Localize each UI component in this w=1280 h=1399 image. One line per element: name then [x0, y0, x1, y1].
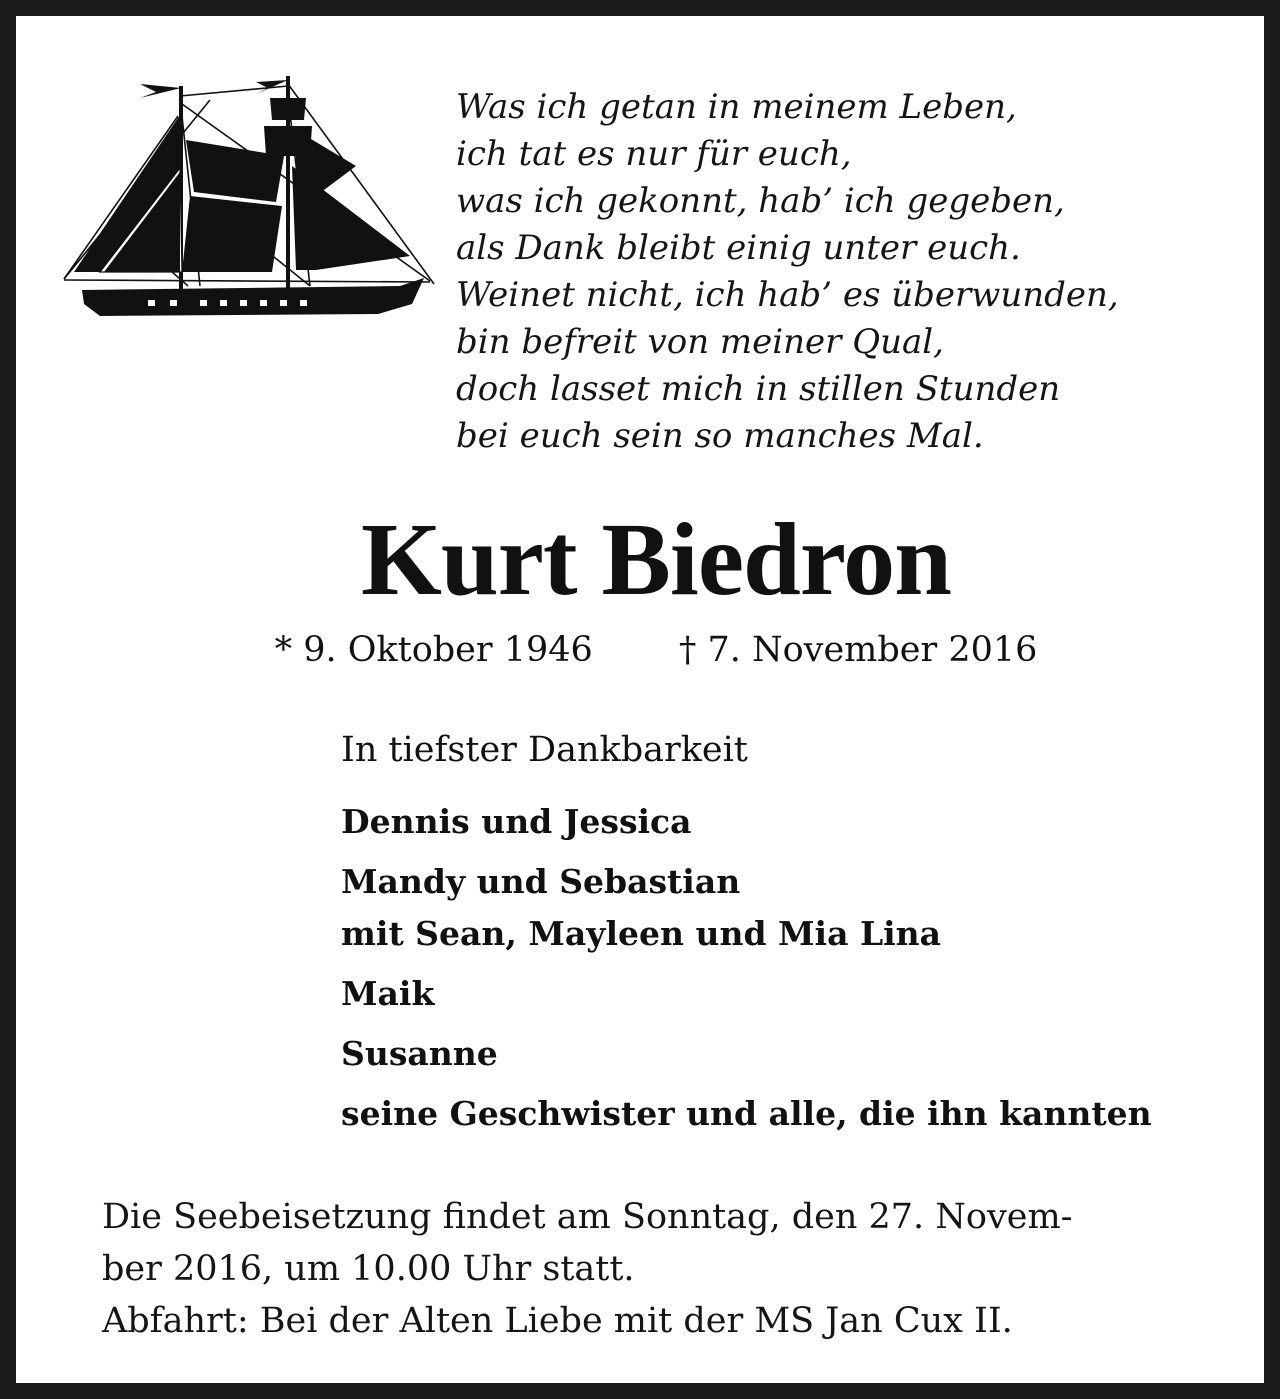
mourner: Dennis und Jessica [341, 802, 692, 841]
mourner: mit Sean, Mayleen und Mia Lina [341, 914, 942, 953]
poem-line: bin befreit von meiner Qual, [456, 322, 944, 362]
sailing-ship-icon [60, 76, 438, 328]
poem-line: als Dank bleibt einig unter euch. [456, 228, 1021, 268]
mourners-list [341, 796, 1152, 1140]
mourner: Mandy und Sebastian [341, 862, 741, 901]
poem [456, 84, 1256, 460]
mourner: seine Geschwister und alle, die ihn kannten [341, 1094, 1152, 1133]
life-dates [16, 624, 1280, 676]
poem-line: was ich gekonnt, hab’ ich gegeben, [456, 181, 1065, 221]
death-date: † 7. November 2016 [678, 630, 1038, 670]
birth-date: * 9. Oktober 1946 [274, 630, 593, 670]
deceased-name: Kurt Biedron [361, 502, 951, 617]
poem-line: doch lasset mich in stillen Stunden [456, 369, 1061, 409]
notice-line: ber 2016, um 10.00 Uhr statt. [102, 1249, 635, 1289]
poem-line: bei euch sein so manches Mal. [456, 416, 984, 456]
notice-line: Die Seebeisetzung findet am Sonntag, den 27. Novem- [102, 1197, 1073, 1237]
funeral-notice [102, 1191, 1222, 1347]
mourner: Susanne [341, 1034, 498, 1073]
poem-line: ich tat es nur für euch, [456, 134, 852, 174]
mourner: Maik [341, 974, 435, 1013]
thanks-line: In tiefster Dankbarkeit [341, 730, 748, 770]
notice-line: Abfahrt: Bei der Alten Liebe mit der MS Jan Cux II. [102, 1301, 1013, 1341]
poem-line: Weinet nicht, ich hab’ es überwunden, [456, 275, 1119, 315]
poem-line: Was ich getan in meinem Leben, [456, 87, 1017, 127]
